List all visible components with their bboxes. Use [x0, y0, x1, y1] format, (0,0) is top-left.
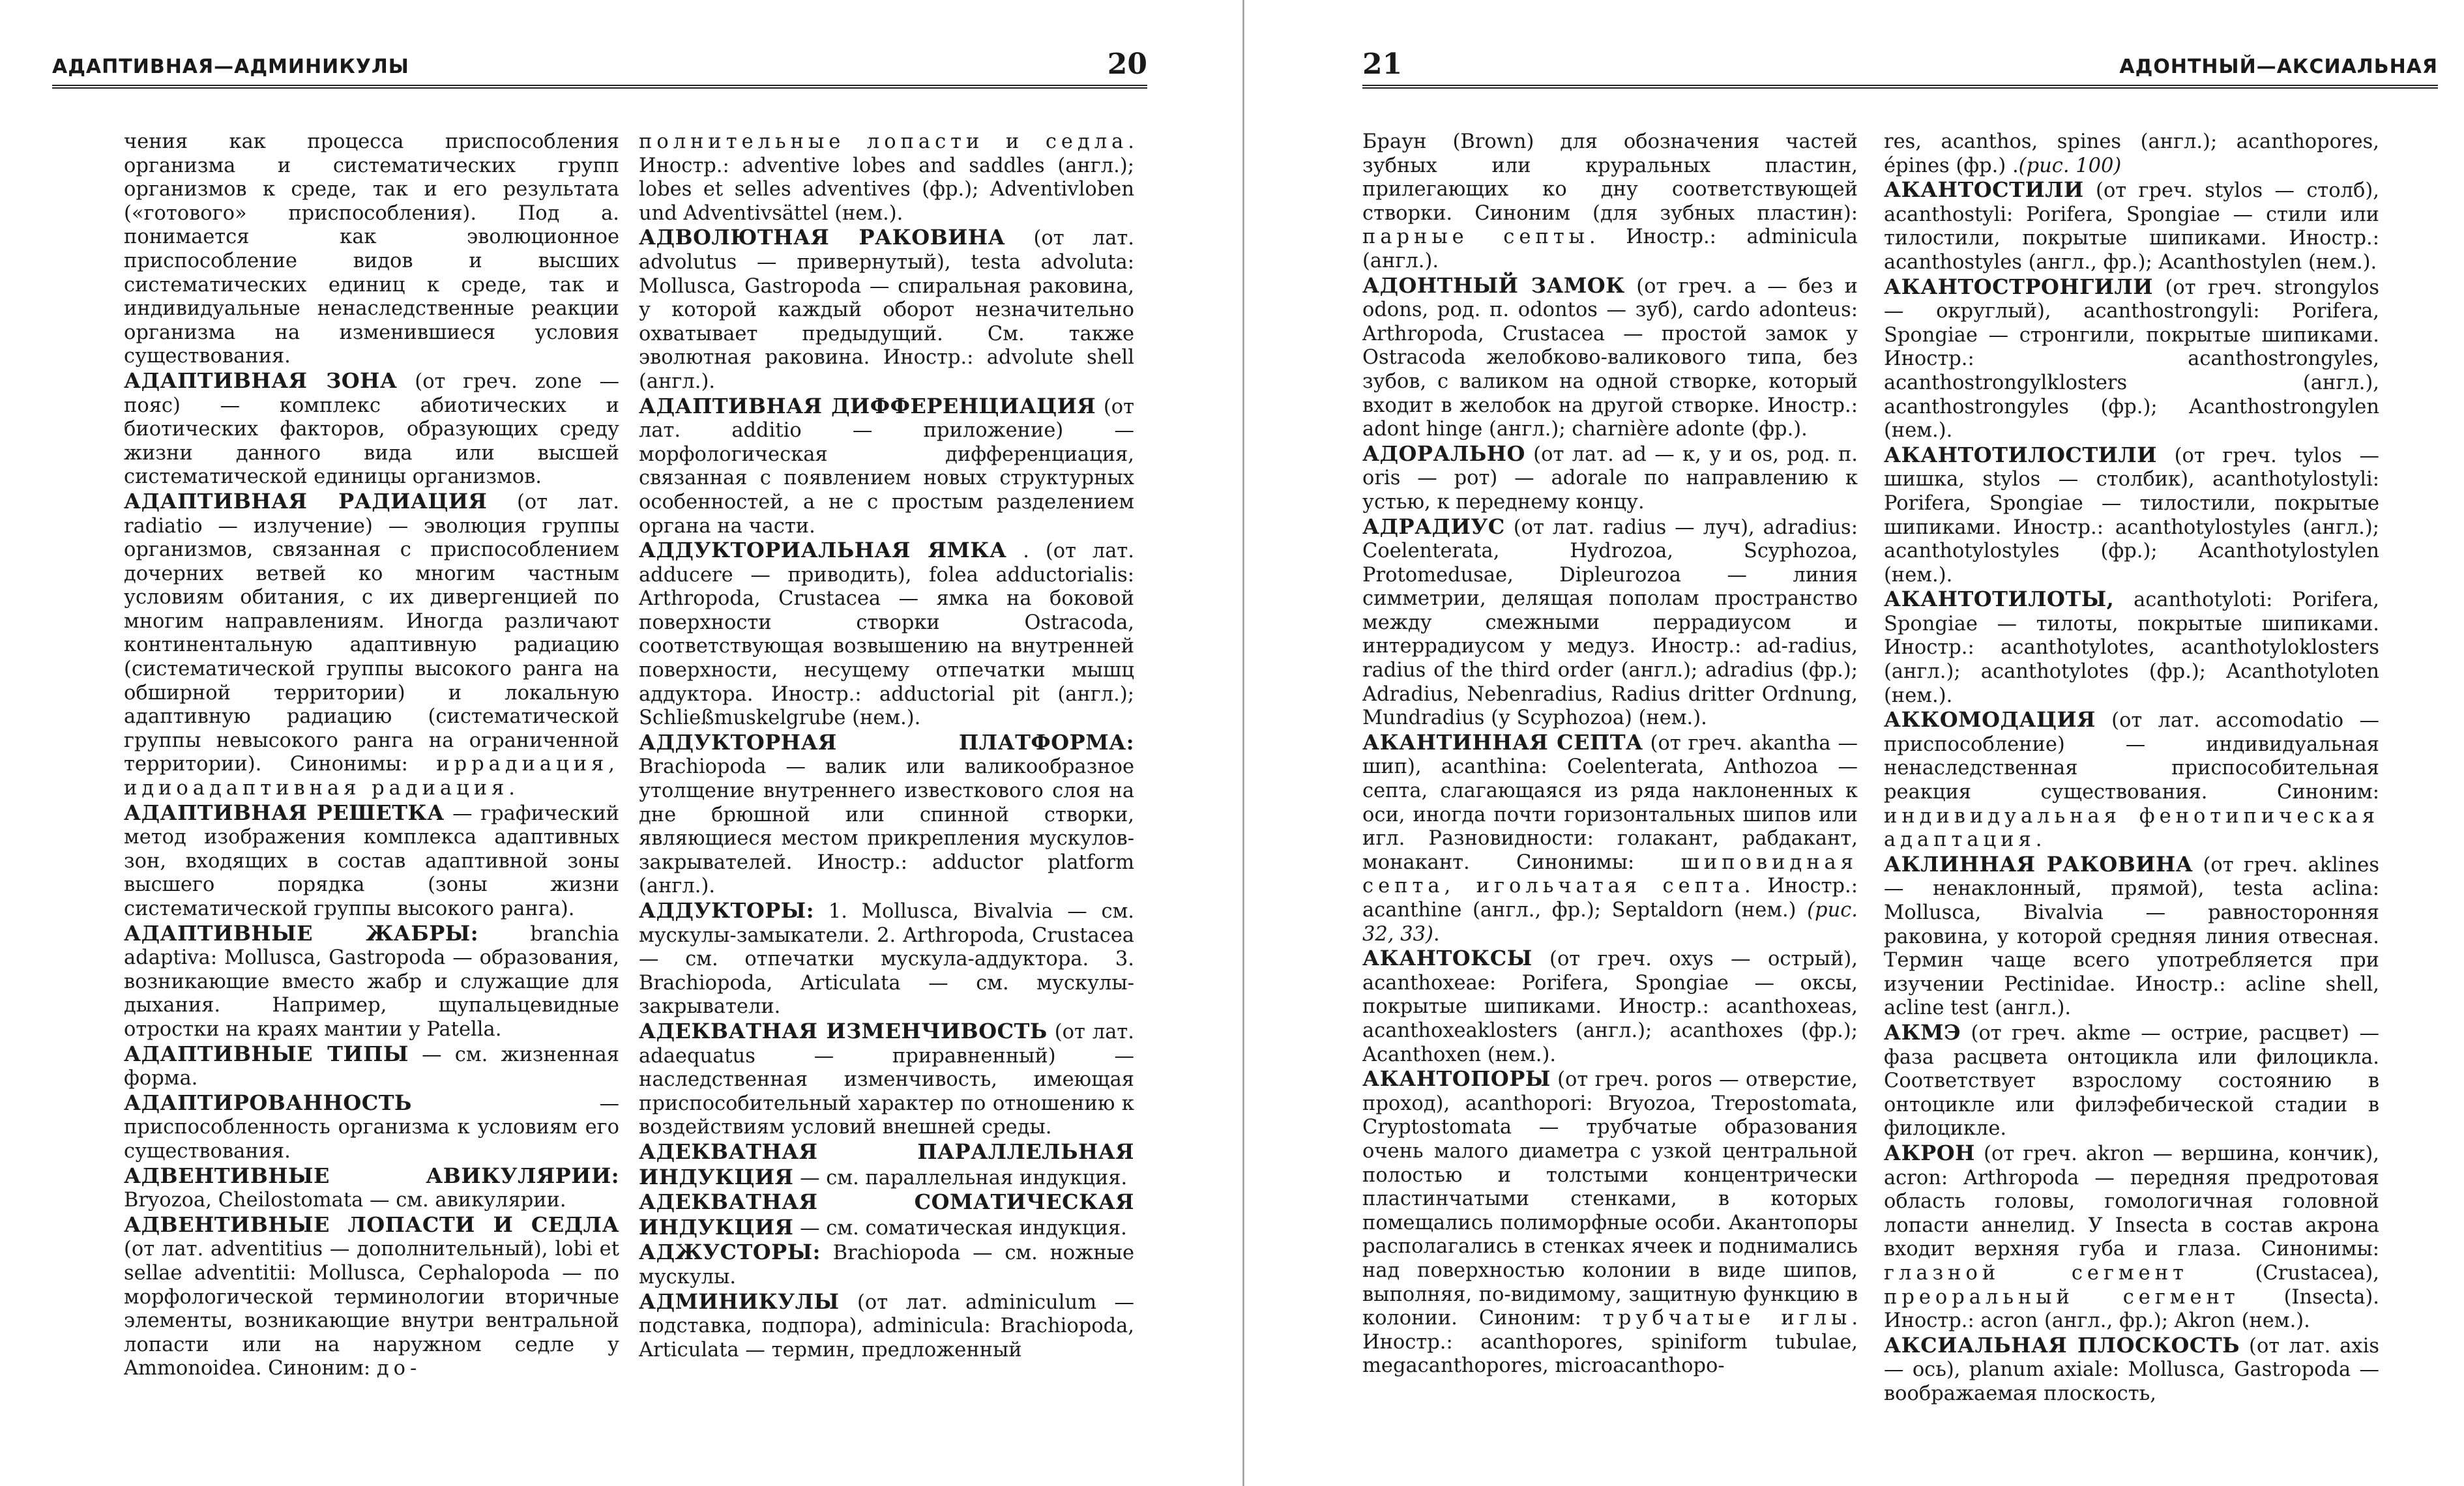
entry-text: (рис. 32, 33) [1362, 899, 1858, 946]
entry-text: (от лат. adventitius — дополнительный), lobi et sellae adventitii: Mollusca, Cephalopoda — по морфологической терминологии вторичные элементы, возникающие внутри вентральной лопасти или на наружном седле у Ammonoidea. Синоним: [124, 1238, 619, 1380]
right-page-number: 21 [1362, 48, 1403, 81]
entry-text: Браун (Brown) для обозначения частей зубных или круральных пластин, прилегающих ко дну соответствующей створки. Синоним (для зубных пластин): [1362, 130, 1858, 225]
entry-headword: АКАНТОКСЫ [1362, 946, 1533, 971]
entry-text: (от лат. additio — приложение) — морфологическая дифференциация, связанная с появлением новых структурных особенностей, а не с простым разделением органа на части. [639, 395, 1134, 538]
entry-text: (от греч. oxys — острый), acanthoxeae: Porifera, Spongiae — оксы, покрытые шипиками. Иностр.: acanthoxeas, acanthoxeaklosters (англ.); acanthoxes (фр.); Acanthoxen (нем.). [1362, 948, 1858, 1066]
entry-text: до- [376, 1357, 422, 1380]
dictionary-entry [1884, 1333, 2379, 1406]
dictionary-entry [1884, 275, 2379, 443]
entry-text: . Иностр.: adventive lobes and saddles (англ.); lobes et selles adventives (фр.); Adventivloben und Adventivsättel (нем.). [639, 130, 1134, 225]
dictionary-entry [1884, 587, 2379, 708]
dictionary-entry [1362, 130, 1858, 274]
dictionary-entry [124, 922, 619, 1042]
entry-headword: АДАПТИРОВАННОСТЬ [124, 1090, 412, 1115]
entry-headword: АККОМОДАЦИЯ [1884, 707, 2096, 733]
entry-headword: АДЕКВАТНАЯ ИЗМЕНЧИВОСТЬ [639, 1018, 1048, 1043]
entry-text: . (от лат. adducere — приводить), folea adductorialis: Arthropoda, Crustacea — ямка на боковой поверхности створки Ostracoda, соответствующая возвышению на внутренней поверхности, несущему отпечатки мышц аддуктора. Иностр.: adductorial pit (англ.); Schließmuskelgrube (нем.). [639, 540, 1134, 730]
entry-text: . [1433, 922, 1440, 946]
dictionary-entry [639, 226, 1134, 394]
entry-headword: АДАПТИВНЫЕ ЖАБРЫ: [124, 920, 479, 946]
entry-text: (от греч. poros — отверстие, проход), acanthopori: Bryozoa, Trepostomata, Cryptostomata — трубчатые образования очень малого диаметра с узкой центральной полостью и толстыми концентрически пластинчатыми стенками, в которых помещались полиморфные особи. Акантопоры располагались в стенках ячеек и поднимались над поверхностью колонии в виде шипов, выполняя, по-видимому, защитную функцию в колонии. Синоним: [1362, 1068, 1858, 1330]
entry-text: (от лат. advolutus — привернутый), testa advoluta: Mollusca, Gastropoda — спиральная раковина, у которой каждый оборот незначительно охватывает предыдущий. См. также эволютная раковина. Иностр.: advolute shell (англ.). [639, 227, 1134, 393]
entry-text: Bryozoa, Cheilostomata — см. авикулярии. [124, 1189, 566, 1212]
dictionary-entry [1884, 852, 2379, 1021]
dictionary-entry [1362, 274, 1858, 442]
entry-headword: АДЕКВАТНАЯ ПАРАЛЛЕЛЬНАЯ ИНДУКЦИЯ [639, 1139, 1134, 1189]
entry-headword: АКРОН [1884, 1140, 1975, 1165]
dictionary-entry [124, 1091, 619, 1164]
left-column-1 [124, 130, 619, 1421]
entry-headword: АДВЕНТИВНЫЕ ЛОПАСТИ И СЕДЛА [124, 1212, 619, 1237]
entry-headword: АКМЭ [1884, 1019, 1961, 1045]
entry-headword: АДОРАЛЬНО [1362, 441, 1525, 466]
entry-text: глазной сегмент [1884, 1261, 2188, 1285]
dictionary-entry [1362, 946, 1858, 1067]
dictionary-entry [639, 1140, 1134, 1190]
dictionary-entry [1362, 731, 1858, 946]
entry-text: (от греч. akme — острие, расцвет) — фаза расцвета онтоцикла или филоцикла. Соответствует взрослому состоянию в онтоцикле или филэфебической стадии в филоцикле. [1884, 1021, 2379, 1141]
dictionary-entry [1884, 708, 2379, 852]
left-page-number: 20 [1107, 48, 1147, 81]
entry-text: парные септы [1362, 226, 1589, 249]
entry-headword: АКСИАЛЬНАЯ ПЛОСКОСТЬ [1884, 1332, 2240, 1358]
entry-text: (от греч. a — без и odons, род. п. odontos — зуб), cardo adonteus: Arthropoda, Crustacea — простой замок у Ostracoda желобково-валикового типа, без зубов, с валиком на одной створке, который входит в желобок на другой створке. Иностр.: adont hinge (англ.); charnière adonte (фр.). [1362, 274, 1858, 441]
entry-headword: АКАНТИННАЯ СЕПТА [1362, 729, 1643, 755]
dictionary-entry [124, 369, 619, 489]
entry-text: — см. жизненная форма. [124, 1043, 619, 1090]
entry-text: . Иностр.: adminicula (англ.). [1362, 226, 1858, 272]
entry-headword: АДАПТИВНЫЕ ТИПЫ [124, 1041, 409, 1066]
dictionary-entry [124, 489, 619, 801]
dictionary-entry [639, 1290, 1134, 1363]
entry-text: иррадиация, идиоадаптивная радиация [124, 753, 619, 800]
entry-text: (от лат. radiatio — излучение) — эволюция группы организмов, связанная с приспособлением дочерних ветвей ко многим частным условиям обитания, с их дивергенцией по многим направлениям. Иногда различают континентальную адаптивную радиацию (систематической группы высокого ранга на обширной территории) и локальную адаптивную радиацию (систематической группы невысокого ранга на ограниченной территории). Синонимы: [124, 490, 619, 776]
entry-text: (от греч. akron — вершина, кончик), acron: Arthropoda — передняя предротовая область головы, гомологичная головной лопасти аннелид. У Insecta в состав акрона входит верхняя губа и глаза. Синонимы: [1884, 1142, 2379, 1261]
entry-text: . [2035, 828, 2042, 852]
dictionary-entry [124, 801, 619, 922]
dictionary-entry [1362, 1067, 1858, 1378]
entry-text: (от лат. ad — к, у и os, род. п. oris — рот) — adorale по направлению к устью, к переднему концу. [1362, 443, 1858, 514]
entry-text: (от лат. adaequatus — приравненный) — наследственная изменчивость, имеющая приспособительный характер по отношению к воздействиям условий внешней среды. [639, 1020, 1134, 1139]
right-running-head: АДОНТНЫЙ—АКСИАЛЬНАЯ [2119, 55, 2438, 78]
entry-text: — графический метод изображения комплекса адаптивных зон, входящих в состав адаптивной зоны высшего порядка (зоны жизни систематической группы высокого ранга). [124, 802, 619, 920]
entry-headword: АКЛИННАЯ РАКОВИНА [1884, 851, 2193, 877]
left-page-header [52, 39, 1147, 89]
entry-headword: АДАПТИВНАЯ ДИФФЕРЕНЦИАЦИЯ [639, 393, 1096, 418]
entry-text: . [508, 777, 515, 800]
dictionary-entry [1884, 130, 2379, 178]
dictionary-entry [1884, 178, 2379, 274]
entry-headword: АДДУКТОРЫ: [639, 898, 815, 923]
entry-text: . Иностр.: acanthine (англ., фр.); Septaldorn (нем.) [1362, 875, 1858, 922]
entry-text: шиповидная септа, игольчатая септа [1362, 851, 1858, 898]
right-column-2 [1884, 130, 2379, 1421]
entry-text: (от греч. strongylos — округлый), acanthostrongyli: Porifera, Spongiae — стронгили, покрытые шипиками. Иностр.: acanthostrongyles, acanthostrongylklosters (англ.), acanthostrongyles (фр.); Acanthostrongylen (нем.). [1884, 276, 2379, 443]
entry-text: branchia adaptiva: Mollusca, Gastropoda — образования, возникающие вместо жабр и служащие для дыхания. Например, щупальцевидные отростки на краях мантии у Patella. [124, 922, 619, 1041]
dictionary-entry [639, 1019, 1134, 1140]
entry-text: (Insecta). Иностр.: acron (англ., фр.); Akron (нем.). [1884, 1285, 2379, 1333]
left-running-head: АДАПТИВНАЯ—АДМИНИКУЛЫ [52, 55, 409, 78]
dictionary-entry [639, 130, 1134, 226]
entry-text: (от лат. adminiculum — подставка, подпора), adminicula: Brachiopoda, Articulata — термин, предложенный [639, 1290, 1134, 1362]
dictionary-entry [639, 394, 1134, 539]
entry-text: — приспособленность организма к условиям его существования. [124, 1092, 619, 1163]
entry-headword: АДОНТНЫЙ ЗАМОК [1362, 272, 1625, 298]
dictionary-entry [124, 1164, 619, 1213]
entry-headword: АДДУКТОРИАЛЬНАЯ ЯМКА [639, 538, 1007, 563]
entry-text: (от греч. stylos — столб), acanthostyli: Porifera, Spongiae — стили или тилостили, покрытые шипиками. Иностр.: acanthostyles (англ., фр.); Acanthostylen (нем.). [1884, 179, 2379, 274]
entry-text: . Иностр.: acanthopores, spiniform tubulae, megacanthopores, microacanthopo- [1362, 1307, 1858, 1378]
entry-text: (от греч. tylos — шишка, stylos — столбик), acanthotylostyli: Porifera, Spongiae — тилостили, покрытые шипиками. Иностр.: acanthotylostyles (англ.); acanthotylostyles (фр.); Acanthotylostylen (нем.). [1884, 444, 2379, 587]
entry-text: . [2012, 154, 2019, 177]
entry-headword: АДВОЛЮТНАЯ РАКОВИНА [639, 225, 1006, 250]
dictionary-entry [639, 899, 1134, 1019]
dictionary-entry [639, 538, 1134, 731]
entry-text: (от лат. axis — ось), planum axiale: Mollusca, Gastropoda — воображаемая плоскость, [1884, 1334, 2379, 1405]
entry-text: — см. соматическая индукция. [793, 1216, 1127, 1240]
entry-headword: АКАНТОСТРОНГИЛИ [1884, 274, 2153, 299]
entry-text: acanthotyloti: Porifera, Spongiae — тилоты, покрытые шипиками. Иностр.: acanthotylotes, acanthotyloklosters (англ.); acanthotylotes (фр.); Acanthotyloten (нем.). [1884, 589, 2379, 707]
entry-text: res, acanthos, spines (англ.); acanthopores, épines (фр.) [1884, 130, 2379, 177]
entry-headword: АДАПТИВНАЯ ЗОНА [124, 368, 398, 393]
entry-headword: АДВЕНТИВНЫЕ АВИКУЛЯРИИ: [124, 1163, 619, 1188]
entry-headword: АДРАДИУС [1362, 514, 1505, 539]
book-gutter [1242, 0, 1244, 1486]
entry-headword: АКАНТОТИЛОТЫ, [1884, 587, 2115, 612]
entry-text: (Crustacea), [2188, 1261, 2379, 1285]
entry-headword: АДАПТИВНАЯ РЕШЕТКА [124, 800, 445, 825]
entry-headword: АКАНТОПОРЫ [1362, 1066, 1551, 1092]
entry-text: чения как процесса приспособления организма и систематических групп организмов к среде, так и его результата («готового» приспособления). Под а. понимается как эволюционное приспособление видов и высших систематических единиц к среде, так и индивидуальные ненаследственные реакции организма на изменившиеся условия существования. [124, 130, 619, 368]
entry-headword: АДМИНИКУЛЫ [639, 1289, 840, 1314]
entry-text: — см. параллельная индукция. [793, 1166, 1128, 1189]
entry-headword: АДДУКТОРНАЯ ПЛАТФОРМА: [639, 729, 1134, 755]
entry-text: (от греч. aklines — ненаклонный, прямой), testa aclina: Mollusca, Bivalvia — равносторонняя раковина, у которой средняя линия отвесная. Термин чаще всего употребляется при изучении Pectinidae. Иностр.: acline shell, acline test (англ.). [1884, 853, 2379, 1020]
dictionary-entry [124, 1213, 619, 1381]
entry-headword: АДЖУСТОРЫ: [639, 1240, 821, 1265]
dictionary-entry [1884, 1141, 2379, 1333]
entry-text: индивидуальная фенотипическая адаптация [1884, 804, 2379, 852]
entry-headword: АДАПТИВНАЯ РАДИАЦИЯ [124, 488, 488, 514]
entry-text: (от греч. akantha — шип), acanthina: Coelenterata, Anthozoa — септа, слагающаяся из ряда наклоненных к оси, иногда почти горизонтальных шипов или игл. Разновидности: голакант, рабдакант, монакант. Синонимы: [1362, 731, 1858, 874]
entry-text: Brachiopoda — см. ножные мускулы. [639, 1242, 1134, 1289]
entry-text: полнительные лопасти и седла [639, 130, 1128, 153]
dictionary-entry [1884, 443, 2379, 588]
right-column-1 [1362, 130, 1858, 1421]
entry-text: (от греч. zone — пояс) — комплекс абиотических и биотических факторов, образующих среду жизни данного вида или высшей систематической единицы организмов. [124, 370, 619, 489]
entry-headword: АКАНТОТИЛОСТИЛИ [1884, 442, 2157, 467]
dictionary-entry [1884, 1021, 2379, 1141]
entry-text: (от лат. radius — луч), adradius: Coelenterata, Hydrozoa, Scyphozoa, Protomedusae, Dipleurozoa — линия симметрии, делящая пополам пространство между смежными перрадиусом и интеррадиусом у медуз. Иностр.: ad-radius, radius of the third order (англ.); adradius (фр.); Adradius, Nebenradius, Radius dritter Ordnung, Mundradius (у Scyphozoa) (нем.). [1362, 516, 1858, 730]
right-page-header [1362, 39, 2438, 89]
dictionary-entry [1362, 515, 1858, 731]
entry-text: (от лат. accomodatio — приспособление) — индивидуальная ненаследственная приспособительная реакция существования. Синоним: [1884, 709, 2379, 804]
dictionary-entry [1362, 442, 1858, 515]
entry-text: 1. Mollusca, Bivalvia — см. мускулы-замыкатели. 2. Arthropoda, Crustacea — см. отпечатки мускула-аддуктора. 3. Brachiopoda, Articulata — см. мускулы-закрыватели. [639, 900, 1134, 1019]
entry-text: Brachiopoda — валик или валикообразное утолщение внутреннего известкового слоя на дне брюшной или спинной створки, являющиеся местом прикрепления мускулов-закрывателей. Иностр.: adductor platform (англ.). [639, 755, 1134, 898]
entry-text: преоральный сегмент [1884, 1285, 2240, 1309]
dictionary-entry [124, 130, 619, 369]
entry-headword: АДЕКВАТНАЯ СОМАТИЧЕСКАЯ ИНДУКЦИЯ [639, 1189, 1134, 1240]
dictionary-entry [639, 1240, 1134, 1289]
entry-text: трубчатые иглы [1603, 1307, 1852, 1330]
dictionary-entry [124, 1042, 619, 1091]
entry-headword: АКАНТОСТИЛИ [1884, 177, 2084, 203]
entry-text: (рис. 100) [2018, 154, 2122, 177]
left-column-2 [639, 130, 1134, 1421]
dictionary-entry [639, 1190, 1134, 1240]
dictionary-entry [639, 731, 1134, 899]
